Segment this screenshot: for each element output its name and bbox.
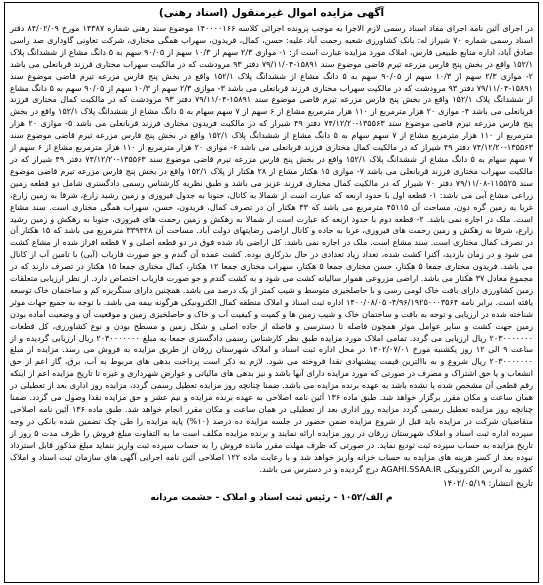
publication-date: تاریخ انتشار: ۱۴۰۲/۰۵/۱۹ — [443, 479, 533, 490]
notice-body-line: التفاوت مبلغ فروش را ظرف مدت ۵ روز از تاریخ مزایده به حساب سپرده ثبت تودیع نماید. در صورتی که ظرف مهلت مقرر مانده فروش را به حساب سپرده — [10, 427, 533, 450]
notice-body-line: حاصلخیزی متوسط و شیب کمتر از یک درصد می باشد. همچنین دارای سنگریزه کم و ساختمان خاک توسعه یافته است. برابر نامه ۴/۹۶/۱۹۲۵۰۰۰۳۵۶۴- — [10, 284, 533, 307]
notice-body-line: ملک در اجاره نمی باشد. کل اراضی یاد شده فوق در دو قطعه اصلی و ۷ قطعه افراز شده از مشاع کشت می شود و در زمان بازدید، آکنرا کشت شده، تعداد زیاد — [10, 237, 533, 260]
notice-body-line: از جاده اصلی و شکل زمین و مسطح بودن و نوع کشاورزی، کل قطعات ۲۰۳۰۰۰۰۰۰۰ ریال ارزیابی می گردد. تمامی املاک مورد مزایده طبق نظر کارشناس — [10, 320, 533, 343]
notice-body-line: ۲۰ هزار مترمربع از ۱۱۰ هزار مترمربع مشاع از ۶ سهم از ۷ سهم سهام به ۵ دانگ مشاع از ششدانگ پلاک ۱۵۲/۱ واقع در بخش پنج فارس مزرعه تیرم قاضی موضوع — [10, 106, 534, 129]
auction-notice — [4, 2, 539, 583]
notice-body-line: ۹۳ مرودشت که در مالکیت سهراب مختاری فرزند قربانعلی می باشد ۳- موازی ۲/۳ سهم از ۱۰/۳ سهم از ۹۰/۰۵ سهم به ۵ دانگ مشاع از ششدانگ پلاک ۱۵۲/۱ — [10, 82, 534, 105]
notice-body-line: رسمی دادگستری جمعا به مبلغ ۲۰۳۰۰۰۰۰۰۰ ریال ارزیابی گردیده و از ساعت ۹ الی ۱۲ روز یکشنبه مورخ ۱۴۰۲/۰۷/۰۱ در محل اداره ثبت اسناد و املاک — [10, 332, 534, 355]
notice-body-line: واقع در بخش پنج فارس مزرعه تیرم قاضی موضوع سند ۱۵۸۹۱-۷۹/۱۱/۰۴ دفتر ۹۳ مرودشت که در مالکیت کمال مختاری فرزند قربانعلی می باشد ۴- موازی — [10, 94, 533, 117]
notice-body-line: شهرستان زرقان از طریق مزایده به فروش می رسد. مزایده از مبلغ ۲۰۳۰۰۰۰۰۰۰ ریال شروع و به باالترین قیمت پیشنهادی نقدا فروخته می شود. لازم به ذکر — [10, 344, 533, 367]
notice-body-line: انجام خواهد شد. طبق ماده ۱۳۶ آئین نامه اصلاحی متقاضیان شرکت در مزایده باید قبل از شروع مزایده ضمن حضور در جلسه مزایده ده درصد (۱۰%) — [10, 404, 533, 426]
notice-body-line: تعطیل رسمی گردد، مزایده روز اداری بعد از تعطیلی در همان ساعت و مکان مقرر برگزار خواهد شد. طبق ماده ۱۳۶ آئین نامه اصلاحی به عهده برنده مزایده — [10, 380, 533, 403]
notice-body-line: تعدادی در حال بذرکاری بوده. کشت عمده آن گندم و جو صورت فاریاب (آبی) با تامین آب از کانال می باشد. فریدون مختاری جمعا ۵ هکتار، حسن مختاری جمعا — [10, 249, 533, 272]
notice-body-line: است پرداخت بدهی های مربوط به آب، برق، گاز اعم از حق انشعاب و یا حق اشتراک و مصرف در صورتی که مورد مزایده دارای آنها باشد و نیز بدهی های — [10, 356, 533, 379]
notice-body-line: در اجرای آئین نامه اجرای مفاد اسناد رسمی لازم الاجرا به موجب پرونده اجرائی کلاسه ۱۴۰۰۰۰۱۶۶ موضوع سند رهنی شماره ۱۴۳۸۷ مورخ ۸۴/۰۲/۰۹ دفتر — [10, 23, 533, 33]
notice-body-line: واقع در بخش پنج فارس مزرعه تیرم قاضی موضوع سند ۱۳۵۵۶۳-۷۴/۱۲/۲۰ دفتر ۴۹ شیراز که در مالکیت سهراب مختاری فرزند قربانعلی می باشد ۷- موازی ۱۵ هکتار — [10, 153, 533, 176]
notice-body-line: و نیم عشر و حق مزایده نقدا وصول می گردد. ضمنا چنانچه روز مزایده تعطیل رسمی گردد مزایده روز اداری بعد از تعطیلی در همان ساعت و مکان مقرر — [10, 392, 533, 414]
notice-body-line: پایه مزایده را طی چک تضمین شده بانکی در وجه سپرده اداره ثبت اسناد و املاک شهرستان زرقان در روز مزایده ارائه نمایند و برنده مزایده مکلف است ما به — [10, 415, 533, 438]
notice-body-line: سالیانه کشت می شود و به کشت گندم و جو صورت فاریاب اختصاص دارد. از نظر ارزیابی متعلقات زمین کشاورزی دارای بافت خاک لومی رسی و با — [10, 273, 533, 295]
notice-body-line: های فیروزی، غربا به جاده و کانال اراضی رضایتهای دولت آباد. مساحت آن ۳۳۹۴۲۸ مترمربع می باشد که ۱۵ هکتار آن در تصرف کمال مختاری است. سند مشاع است. — [10, 225, 533, 248]
notice-body-line: کمال مختاری فرزند قربانعلی می باشد ۶- موازی ۲۰ هزار مترمربع از ۱۱۰ هزار مترمربع مشاع از ۶ سهم از ۷ سهم سهام به ۵ دانگ مشاع از ششدانگ پلاک ۱۵۲/۱ — [10, 142, 533, 164]
notice-body-line: مالیاتی و عوارض شهرداری و غیره تا تاریخ مزایده اعم از اینکه رقم قطعی آن مشخص شده یا نشده باشد به عهده برنده مزایده می باشد. ضمنا چنانچه روز مزایده — [10, 368, 533, 391]
notice-body-line: ۲- قطعه دوم با حدود اربعه که عبارت است از شمالا به زهکش و زمین رحمت های فیروزی، جنوبا به زهکش و زمین رشید زارع، شرقا به زهکش و زمین رحمت — [10, 213, 533, 236]
notice-body-line: در بخش پنج فارس مزرعه تیرم قاضی موضوع سند ۱۵۸۹۱-۷۹/۱۱/۰۴ دفتر ۹۳ مرودشت که در مالکیت سهراب مختاری فرزند قربانعلی می باشد ۲- موازی ۲/۳ — [10, 58, 534, 81]
notice-body-line: عزیز می باشد و طبق نظریه کارشناس رسمی دادگستری شامل دو قطعه زمین زراعی مشاع آبی می باشد: — [10, 177, 534, 200]
notice-body-line: ثبت واریز ننماید مبلغ مذکور قابل استرداد نبوده بعد از کسر هزینه های مزایده به حساب خزانه واریز خواهد شد و با رعایت ماده ۱۲۲ اصلاحی آئین نامه اجرایی — [10, 439, 533, 462]
notice-body-line: سهم از ۱۰/۳ سهم از ۹۰/۰۵ سهم به ۵ دانگ مشاع از ششدانگ پلاک ۱۵۲/۱ واقع در بخش پنج فارس مزرعه تیرم قاضی موضوع سند ۱۵۸۹۱-۷۹/۱۱/۰۴ دفتر — [10, 70, 534, 93]
notice-body-line: اداره منابع طبیعی فارس، املاک مورد مزایده عبارت است از: ۱- موازی ۲/۳ سهم از ۱۰/۳ سهم از ۹۰/۰۵ سهم به ۵ دانگ مشاع از ششدانگ پلاک ۱۵۲/۱ واقع — [10, 46, 533, 69]
signature-line: م الف/۱۰۵۲ - رئیس ثبت اسناد و املاک - حشمت مردانه — [150, 493, 393, 504]
notice-body-line: زمین ها و کمیت و کیفیت آب و خاک و حاصلخیزی زمین و موقعیت آن و وضعیت آماده بودن زمین جهت کشت و سایر عوامل موثر همچون فاصله تا دسترسی و فاصله — [10, 308, 534, 331]
notice-body-line: اسناد رسمی شماره ۷۰ شیراز له: بانک کشاورزی شعبه رحمت آباد علیه: حسن، کمال، فریدون، سهراب همگی مختاری، شرکت تعاونی گاوداری صد راسی صادق آباد، — [10, 34, 534, 57]
notice-body-line: آگهی های سازمان ثبت اسناد و املاک کشور به آدرس الکترونیکی AGAHI.SSAA.IR درج گردیده و در دسترس می باشد. — [10, 451, 533, 474]
notice-title: آگهی مزایده اموال غیرمنقول (اسناد رهنی) — [158, 7, 385, 19]
notice-body — [10, 23, 533, 475]
notice-body-line: دون، مساحت آن ۴۵۱۱۵ مترمربع می باشد که ۳۳ هکتار آن در تصرف کمال، فریدون، حسن، سهراب همگی مختاری است. سند مشاع است. ملک در اجاره نمی باشد. — [10, 201, 534, 224]
notice-body-line: ۵ هکتار، سهراب مختاری جمعا ۱۲ هکتار، کمال مختاری جمعا ۱۵ هکتار در تصرف دارند که در مجموع معادل ۳۷ هکتار می باشد. اراضی مزروعی هموار — [10, 261, 534, 284]
notice-body-line: مشاع از ۲۸ هکتار از پلاک ۱۵۲/۱ واقع در بخش پنج فارس مزرعه تیرم قاضی موضوع سند ۱۱۵۵۲۵-۷۹/۱۱/۰۸ دفتر ۷۰ شیراز که در مالکیت کمال مختاری فرزند — [10, 165, 534, 188]
notice-body-line: سند ۱۳۵۵۶۳-۷۴/۱۲/۲۰ دفتر ۴۹ شیراز که در مالکیت فریدون مختاری فرزند قربانعلی می باشد ۵- موازی ۲۰ هزار مترمربع از ۱۱۰ هزار مترمربع مشاع از ۷ سهم — [10, 118, 533, 141]
notice-body-line: ۱- قطعه اول با حدود اربعه که عبارت است از شمالا به کانال، جنوبا به جدول فیروزی و زمین رشید زارع، شرقا به زمین زارع، غربا به زمین گره — [10, 189, 534, 212]
notice-body-line: سهام به ۵ دانگ مشاع از ششدانگ پلاک ۱۵۲/۱ واقع در بخش پنج فارس مزرعه تیرم قاضی موضوع سند ۱۳۵۵۶۳-۷۴/۱۲/۲۰ دفتر ۴۹ شیراز که در مالکیت — [10, 130, 534, 153]
notice-body-line: ۱۴۰۰/۰۸/۰۵ اداره ثبت اسناد و املاک منطقه کمال الکترونیکی هرگونه بیمه می باشد. با توجه به جمیع جهات موثر شناخته شده در ارزیابی و توجه به بافت و ساختمان خاک و شیب — [10, 296, 533, 319]
